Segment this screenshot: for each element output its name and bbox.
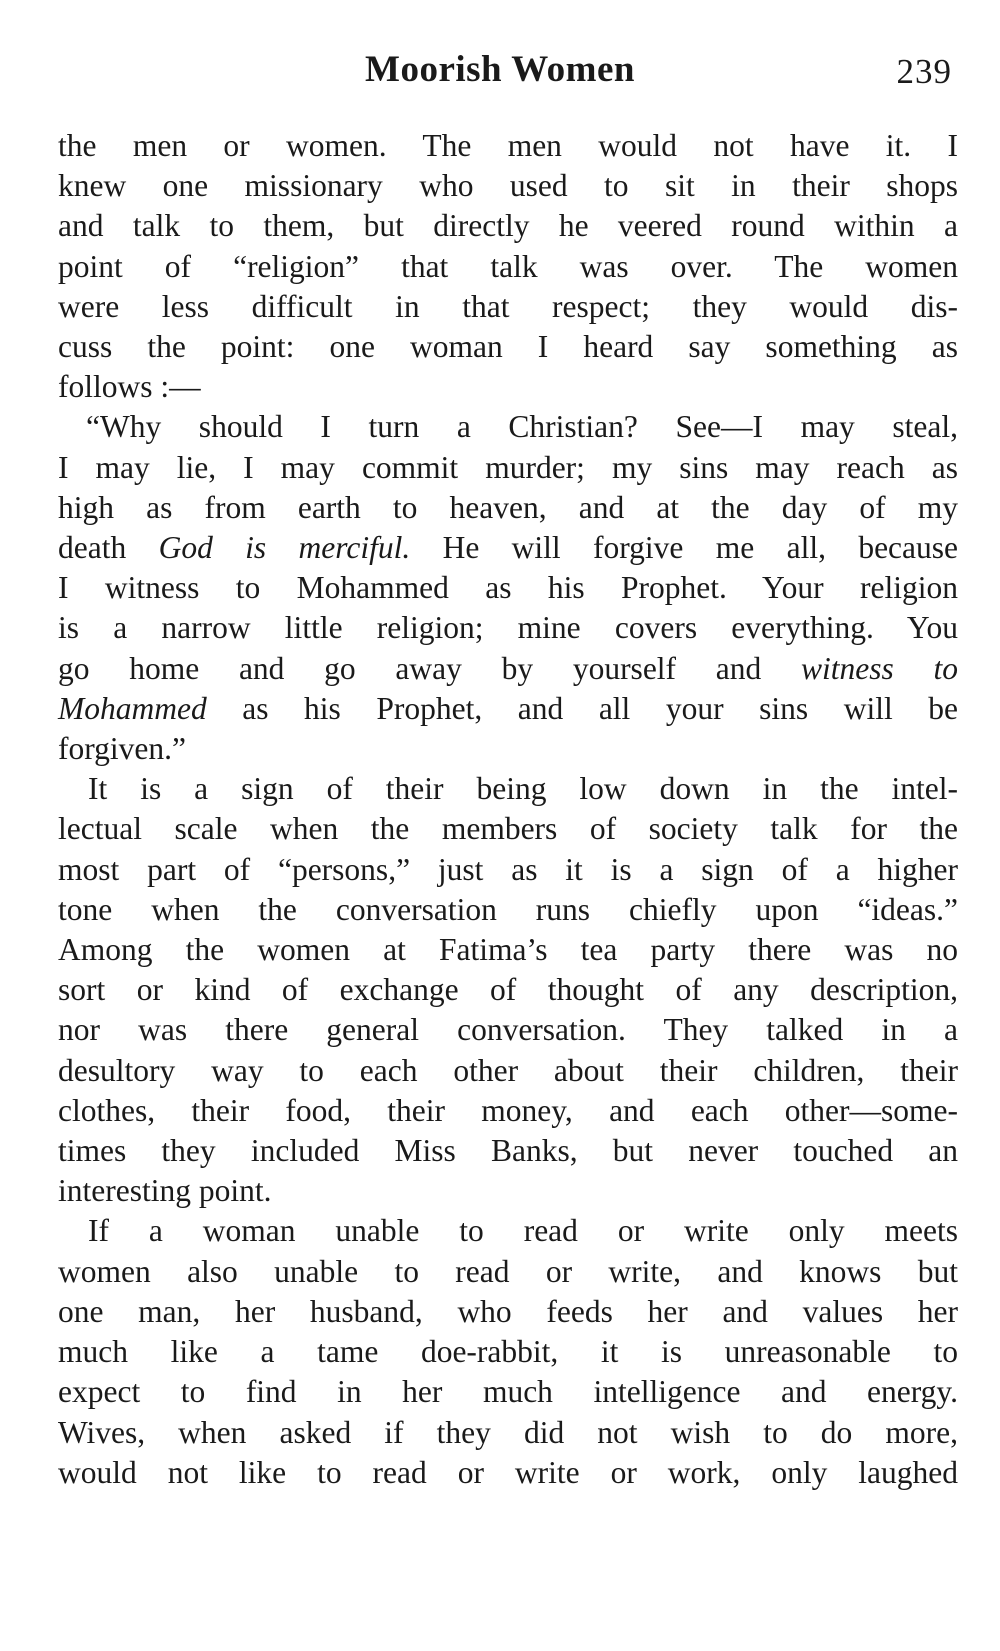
text-line: most part of “persons,” just as it is a sign of a higher <box>58 851 958 887</box>
text-line <box>58 528 958 568</box>
text-line: is a narrow little religion; mine covers everything. You <box>58 610 958 646</box>
text-line: I witness to Mohammed as his Prophet. Your religion <box>58 570 958 606</box>
quotation-paragraph <box>58 407 958 769</box>
italic-text: Mohammed <box>58 690 207 726</box>
page-header <box>0 48 1000 98</box>
text-run: go home and go away by yourself and <box>58 650 801 686</box>
text-line: follows :— <box>58 369 201 405</box>
text-line: knew one missionary who used to sit in their shops <box>58 168 958 204</box>
running-title: Moorish Women <box>365 49 635 90</box>
page-number: 239 <box>896 52 952 91</box>
italic-text: witness to <box>801 650 958 686</box>
text-run: as his Prophet, and all your sins will be <box>206 690 958 726</box>
text-line: much like a tame doe-rabbit, it is unreasonable to <box>58 1334 958 1370</box>
text-line: point of “religion” that talk was over. The women <box>58 248 958 284</box>
text-line: “Why should I turn a Christian? See—I may steal, <box>86 409 958 445</box>
text-line: times they included Miss Banks, but never touched an <box>58 1133 958 1169</box>
paragraph <box>58 1211 958 1492</box>
text-line: expect to find in her much intelligence and energy. <box>58 1374 958 1410</box>
text-line: forgiven.” <box>58 731 186 767</box>
text-line: nor was there general conversation. They talked in a <box>58 1012 958 1048</box>
text-line: one man, her husband, who feeds her and values her <box>58 1293 958 1329</box>
text-line <box>58 649 958 689</box>
text-line: tone when the conversation runs chiefly upon “ideas.” <box>58 891 958 927</box>
text-line: desultory way to each other about their children, their <box>58 1052 958 1088</box>
text-line: interesting point. <box>58 1173 272 1209</box>
text-line: Wives, when asked if they did not wish to do more, <box>58 1414 958 1450</box>
text-line: If a woman unable to read or write only meets <box>88 1213 958 1249</box>
text-line: Among the women at Fatima’s tea party there was no <box>58 932 958 968</box>
text-line: were less difficult in that respect; they would dis- <box>58 288 958 324</box>
text-run: death <box>58 530 159 566</box>
paragraph <box>58 769 958 1211</box>
paragraph <box>58 126 958 407</box>
text-line: sort or kind of exchange of thought of any description, <box>58 972 958 1008</box>
italic-text: God is merciful. <box>158 530 411 566</box>
text-line: cuss the point: one woman I heard say something as <box>58 329 958 365</box>
text-line: the men or women. The men would not have it. I <box>58 128 958 163</box>
text-line: lectual scale when the members of society talk for the <box>58 811 958 847</box>
text-line: and talk to them, but directly he veered round within a <box>58 208 958 244</box>
text-line: It is a sign of their being low down in the intel- <box>88 771 958 807</box>
text-line: I may lie, I may commit murder; my sins may reach as <box>58 449 958 485</box>
text-line: high as from earth to heaven, and at the day of my <box>58 489 958 525</box>
text-line: clothes, their food, their money, and each other—some- <box>58 1092 958 1128</box>
text-line: women also unable to read or write, and knows but <box>58 1253 958 1289</box>
text-line <box>58 689 958 729</box>
text-run: He will forgive me all, because <box>410 530 959 566</box>
body-text <box>58 126 958 1493</box>
text-line: would not like to read or write or work, only laughed <box>58 1454 958 1490</box>
